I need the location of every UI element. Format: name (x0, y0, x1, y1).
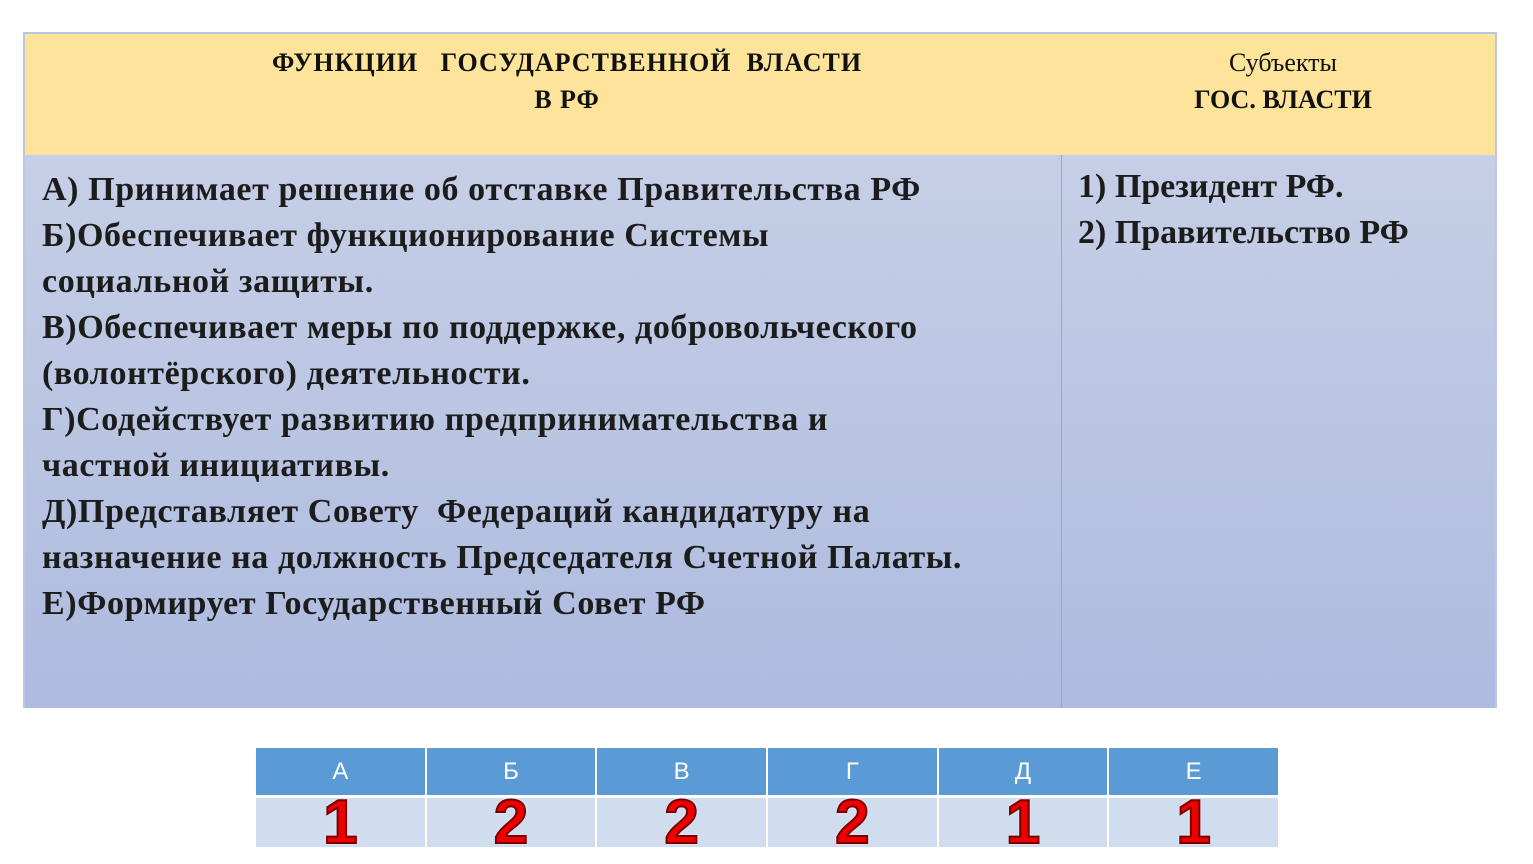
header-subjects-line2: ГОС. ВЛАСТИ (1194, 85, 1372, 114)
function-line: В)Обеспечивает меры по поддержке, добровольческого (42, 309, 918, 346)
subjects-list (1078, 164, 1488, 256)
function-line: Б)Обеспечивает функционирование Системы (42, 217, 770, 254)
table-header (25, 34, 1495, 156)
answer-value-a: 1 (256, 798, 425, 847)
answer-header-v: В (597, 748, 766, 795)
functions-table (23, 32, 1497, 708)
function-line: Д)Представляет Совету Федераций кандидатуру на (42, 493, 871, 530)
answer-value-v: 2 (597, 798, 766, 847)
subject-item: 2) Правительство РФ (1078, 214, 1409, 251)
answer-value-d: 1 (939, 798, 1108, 847)
answer-header-b: Б (427, 748, 596, 795)
answer-value-g: 2 (768, 798, 937, 847)
functions-list (42, 167, 1057, 627)
function-line: (волонтёрского) деятельности. (42, 355, 531, 392)
answer-header-e: Е (1109, 748, 1278, 795)
answer-value-b: 2 (427, 798, 596, 847)
function-line: социальной защиты. (42, 263, 374, 300)
function-line: Г)Содействует развитию предпринимательства и (42, 401, 829, 438)
answer-header-g: Г (768, 748, 937, 795)
answer-table (256, 748, 1278, 847)
header-functions (25, 44, 1109, 118)
function-line: назначение на должность Председателя Счетной Палаты. (42, 539, 963, 576)
answer-value-e: 1 (1109, 798, 1278, 847)
column-divider (1061, 155, 1062, 708)
subject-item: 1) Президент РФ. (1078, 168, 1344, 205)
function-line: частной инициативы. (42, 447, 390, 484)
header-functions-line2: В РФ (534, 85, 600, 114)
function-line: Е)Формирует Государственный Совет РФ (42, 585, 706, 622)
answer-header-a: А (256, 748, 425, 795)
header-functions-line1: ФУНКЦИИ ГОСУДАРСТВЕННОЙ ВЛАСТИ (271, 48, 863, 77)
function-line: А) Принимает решение об отставке Правительства РФ (42, 171, 921, 208)
header-subjects (1163, 44, 1403, 118)
answer-header-d: Д (939, 748, 1108, 795)
header-subjects-line1: Субъекты (1228, 48, 1338, 77)
